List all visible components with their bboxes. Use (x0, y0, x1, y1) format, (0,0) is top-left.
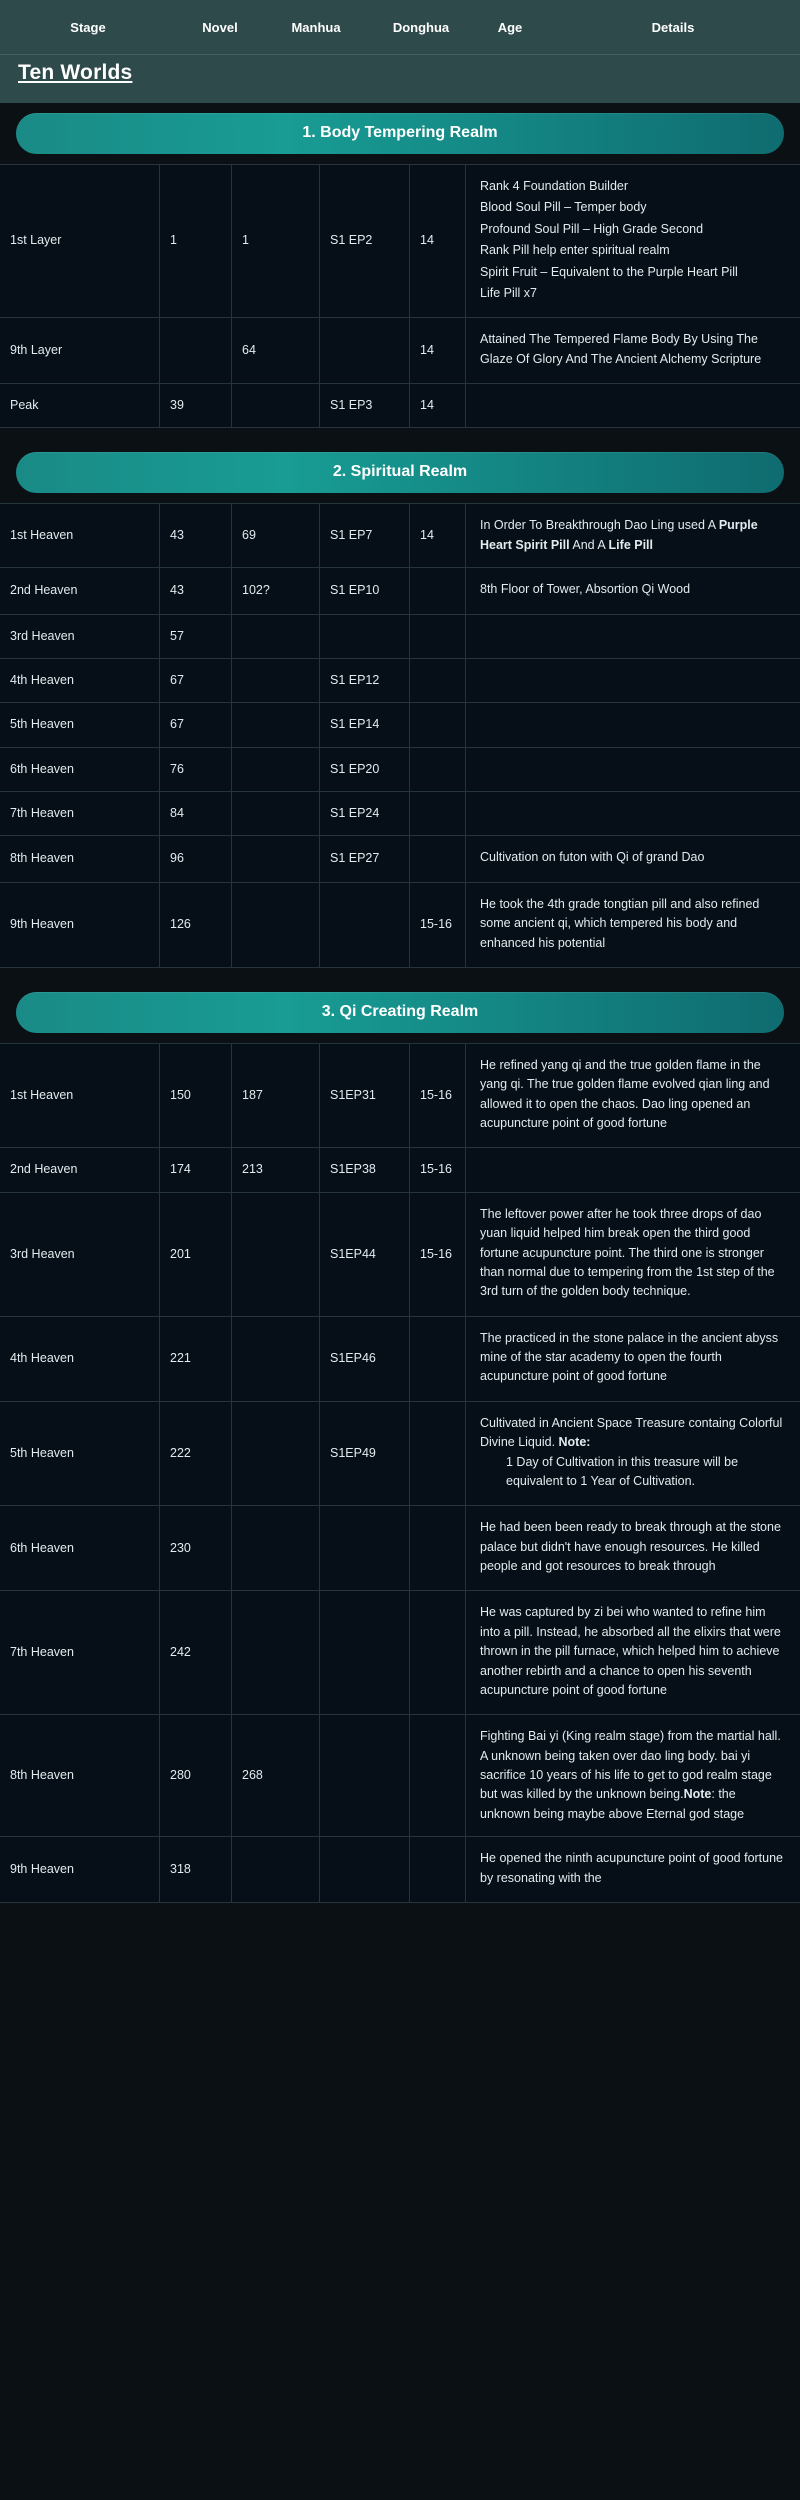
document-title-band (0, 55, 800, 103)
cell-age (410, 1591, 466, 1714)
cell-donghua (320, 1715, 410, 1836)
cell-manhua (232, 1837, 320, 1902)
cell-donghua: S1EP46 (320, 1317, 410, 1401)
cell-stage: 7th Heaven (0, 792, 160, 835)
cell-details (466, 792, 800, 835)
cell-age: 15-16 (410, 883, 466, 967)
cell-donghua: S1EP38 (320, 1148, 410, 1191)
cell-age: 14 (410, 318, 466, 383)
section-banner (0, 103, 800, 164)
cell-age: 14 (410, 384, 466, 427)
cell-age (410, 703, 466, 746)
cell-stage: Peak (0, 384, 160, 427)
cell-manhua (232, 1317, 320, 1401)
cell-manhua: 69 (232, 504, 320, 567)
table-row (0, 883, 800, 968)
cell-manhua: 1 (232, 165, 320, 317)
cell-donghua: S1 EP14 (320, 703, 410, 746)
cell-age (410, 1317, 466, 1401)
cell-stage: 5th Heaven (0, 1402, 160, 1506)
cell-manhua (232, 883, 320, 967)
section-banner (0, 982, 800, 1043)
cell-details (466, 1148, 800, 1191)
cell-stage: 8th Heaven (0, 836, 160, 881)
cell-donghua: S1EP31 (320, 1044, 410, 1148)
cell-details: The leftover power after he took three drops of dao yuan liquid helped him break open the third good fortune acupuncture point. The third one is stronger than normal due to tempering from the 1st step of the 3rd turn of the golden body technique. (480, 1206, 775, 1299)
cell-novel: 222 (160, 1402, 232, 1506)
table-row (0, 748, 800, 792)
cell-details: Fighting Bai yi (King realm stage) from the martial hall. A unknown being taken over dao ling body. bai yi sacrifice 10 years of his life to get to god realm stage but was killed by the unknown being.Note: the unknown being maybe above Eternal god stage (480, 1729, 781, 1821)
cell-novel: 221 (160, 1317, 232, 1401)
cell-stage: 3rd Heaven (0, 615, 160, 658)
cell-novel: 96 (160, 836, 232, 881)
cell-novel: 201 (160, 1193, 232, 1316)
section-table (0, 503, 800, 968)
cell-stage: 9th Heaven (0, 1837, 160, 1902)
table-row (0, 836, 800, 882)
cell-details: Cultivated in Ancient Space Treasure containg Colorful Divine Liquid. Note: 1 Day of Cultivation in this treasure will be equivalent to 1 Year of Cultivation. (480, 1415, 783, 1488)
cell-stage: 5th Heaven (0, 703, 160, 746)
cell-manhua (232, 792, 320, 835)
cell-novel: 318 (160, 1837, 232, 1902)
cell-manhua (232, 1193, 320, 1316)
table-row (0, 1591, 800, 1715)
cell-details (466, 659, 800, 702)
cell-donghua: S1 EP27 (320, 836, 410, 881)
page-title: Ten Worlds (18, 61, 133, 84)
cell-donghua: S1 EP10 (320, 568, 410, 613)
cell-novel: 67 (160, 659, 232, 702)
cell-details: He refined yang qi and the true golden flame in the yang qi. The true golden flame evolved qian ling and allowed it to open the chaos. Dao ling opened an acupuncture point of good fortune (480, 1057, 770, 1130)
cell-novel: 39 (160, 384, 232, 427)
cell-details: Cultivation on futon with Qi of grand Dao (480, 850, 705, 865)
cell-donghua: S1 EP24 (320, 792, 410, 835)
cell-details (466, 703, 800, 746)
cell-details: The practiced in the stone palace in the ancient abyss mine of the star academy to open the fourth acupuncture point of good fortune (480, 1330, 779, 1384)
table-row (0, 165, 800, 318)
cell-novel: 150 (160, 1044, 232, 1148)
cell-manhua: 268 (232, 1715, 320, 1836)
cell-donghua: S1EP44 (320, 1193, 410, 1316)
cell-stage: 6th Heaven (0, 748, 160, 791)
cell-manhua: 64 (232, 318, 320, 383)
cell-manhua (232, 659, 320, 702)
cell-details (466, 384, 800, 427)
cell-age (410, 1506, 466, 1590)
cell-stage: 4th Heaven (0, 659, 160, 702)
cell-stage: 4th Heaven (0, 1317, 160, 1401)
cell-manhua: 102? (232, 568, 320, 613)
cell-manhua (232, 1402, 320, 1506)
cell-manhua (232, 384, 320, 427)
table-row (0, 568, 800, 614)
cell-age (410, 615, 466, 658)
cell-donghua (320, 883, 410, 967)
table-row (0, 1715, 800, 1837)
section-title: 2. Spiritual Realm (16, 452, 784, 493)
section-spacer (0, 1903, 800, 1917)
cell-stage: 7th Heaven (0, 1591, 160, 1714)
cell-donghua: S1 EP12 (320, 659, 410, 702)
cell-novel: 242 (160, 1591, 232, 1714)
cell-manhua (232, 615, 320, 658)
cell-manhua: 213 (232, 1148, 320, 1191)
cell-stage: 3rd Heaven (0, 1193, 160, 1316)
section-table (0, 1043, 800, 1903)
cell-age (410, 1837, 466, 1902)
column-header-donghua: Donghua (392, 19, 450, 35)
cell-details: He opened the ninth acupuncture point of good fortune by resonating with the (480, 1851, 784, 1885)
cell-age (410, 1402, 466, 1506)
cell-age (410, 568, 466, 613)
section-table (0, 164, 800, 428)
column-header-details: Details (651, 19, 695, 35)
cell-details: In Order To Breakthrough Dao Ling used A Purple Heart Spirit Pill And A Life Pill (480, 518, 758, 552)
cell-details (466, 748, 800, 791)
table-row (0, 1148, 800, 1192)
section-spacer (0, 968, 800, 982)
cell-stage: 6th Heaven (0, 1506, 160, 1590)
cell-novel: 126 (160, 883, 232, 967)
cell-novel: 43 (160, 568, 232, 613)
table-row (0, 615, 800, 659)
table-row (0, 318, 800, 384)
cell-stage: 8th Heaven (0, 1715, 160, 1836)
cell-novel (160, 318, 232, 383)
cell-novel: 280 (160, 1715, 232, 1836)
column-header-stage: Stage (70, 19, 106, 35)
cell-novel: 230 (160, 1506, 232, 1590)
cell-details: He had been been ready to break through at the stone palace but didn't have enough resources. He killed people and got resources to break through (480, 1520, 781, 1573)
table-row (0, 659, 800, 703)
cell-novel: 76 (160, 748, 232, 791)
table-row (0, 703, 800, 747)
cell-age (410, 748, 466, 791)
cell-manhua (232, 703, 320, 746)
cell-manhua: 187 (232, 1044, 320, 1148)
cell-age (410, 792, 466, 835)
cell-age: 14 (410, 504, 466, 567)
table-header-row (0, 0, 800, 55)
cell-manhua (232, 1591, 320, 1714)
table-row (0, 1837, 800, 1903)
cell-manhua (232, 1506, 320, 1590)
section-spacer (0, 428, 800, 442)
cell-details: Attained The Tempered Flame Body By Using The Glaze Of Glory And The Ancient Alchemy Scripture (480, 332, 762, 366)
cell-age: 15-16 (410, 1148, 466, 1191)
cell-novel: 57 (160, 615, 232, 658)
cell-age: 15-16 (410, 1044, 466, 1148)
cell-donghua: S1EP49 (320, 1402, 410, 1506)
cell-stage: 9th Heaven (0, 883, 160, 967)
cell-manhua (232, 748, 320, 791)
table-row (0, 1193, 800, 1317)
cell-stage: 9th Layer (0, 318, 160, 383)
cell-age: 15-16 (410, 1193, 466, 1316)
cell-donghua: S1 EP2 (320, 165, 410, 317)
cell-novel: 84 (160, 792, 232, 835)
table-row (0, 1317, 800, 1402)
cell-donghua: S1 EP20 (320, 748, 410, 791)
cell-age (410, 836, 466, 881)
section-banner (0, 442, 800, 503)
cell-stage: 1st Heaven (0, 504, 160, 567)
table-row (0, 384, 800, 428)
column-header-age: Age (497, 19, 523, 35)
column-header-manhua: Manhua (291, 19, 341, 35)
cell-donghua (320, 318, 410, 383)
sections-container (0, 103, 800, 1917)
table-row (0, 504, 800, 568)
table-row (0, 1044, 800, 1149)
cell-donghua (320, 615, 410, 658)
cell-stage: 2nd Heaven (0, 568, 160, 613)
cell-details: Rank 4 Foundation Builder Blood Soul Pill – Temper body Profound Soul Pill – High Grade Second Rank Pill help enter spiritual realm Spirit Fruit – Equivalent to the Purple Heart Pill Life Pill x7 (480, 179, 738, 300)
cell-details: He took the 4th grade tongtian pill and also refined some ancient qi, which tempered his body and enhanced his potential (480, 896, 760, 950)
cell-manhua (232, 836, 320, 881)
cell-details (466, 615, 800, 658)
cell-novel: 43 (160, 504, 232, 567)
cell-stage: 1st Layer (0, 165, 160, 317)
cell-stage: 2nd Heaven (0, 1148, 160, 1191)
table-row (0, 1402, 800, 1507)
cell-donghua: S1 EP7 (320, 504, 410, 567)
cell-novel: 174 (160, 1148, 232, 1191)
section-title: 1. Body Tempering Realm (16, 113, 784, 154)
section-title: 3. Qi Creating Realm (16, 992, 784, 1033)
table-row (0, 1506, 800, 1591)
cell-novel: 67 (160, 703, 232, 746)
table-row (0, 792, 800, 836)
cell-novel: 1 (160, 165, 232, 317)
column-header-novel: Novel (202, 19, 238, 35)
cell-age (410, 659, 466, 702)
cell-donghua: S1 EP3 (320, 384, 410, 427)
cell-age (410, 1715, 466, 1836)
cell-age: 14 (410, 165, 466, 317)
cell-donghua (320, 1506, 410, 1590)
cell-details: 8th Floor of Tower, Absortion Qi Wood (480, 582, 691, 597)
cell-donghua (320, 1837, 410, 1902)
cell-details: He was captured by zi bei who wanted to refine him into a pill. Instead, he absorbed all the elixirs that were thrown in the pill furnace, which helped him to achieve another rebirth and a chance to open his seventh acupuncture point of good fortune (480, 1605, 781, 1697)
cell-donghua (320, 1591, 410, 1714)
cell-stage: 1st Heaven (0, 1044, 160, 1148)
